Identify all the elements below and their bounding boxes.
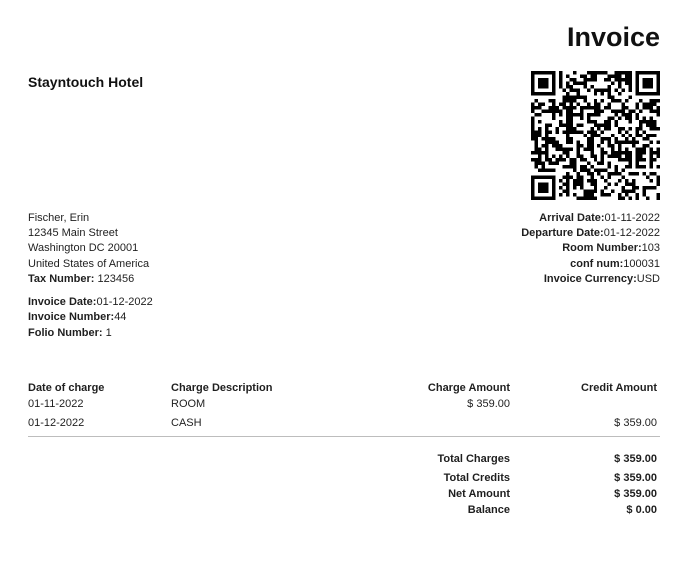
guest-city: Washington DC 20001 <box>28 242 139 255</box>
invoice-meta-block <box>28 295 153 341</box>
total-credits-value: $ 359.00 <box>614 472 657 484</box>
guest-street: 12345 Main Street <box>28 227 118 240</box>
balance-label: Balance <box>467 504 510 516</box>
arrival-date-value: 01-11-2022 <box>604 212 660 224</box>
row-2-date: 01-12-2022 <box>28 417 85 429</box>
invoice-date-label: Invoice Date: <box>28 296 97 308</box>
row-1-description: ROOM <box>171 398 206 410</box>
total-credits-label: Total Credits <box>443 472 510 484</box>
room-number-label: Room Number: <box>562 242 642 255</box>
row-1-charge-amount: $ 359.00 <box>467 398 510 410</box>
confirmation-number-label: conf num: <box>570 257 624 270</box>
row-2-description: CASH <box>171 417 202 429</box>
invoice-number-label: Invoice Number: <box>28 311 115 324</box>
invoice-number-value: 44 <box>114 311 127 324</box>
total-charges-value: $ 359.00 <box>614 453 657 465</box>
guest-address-block <box>28 211 149 287</box>
invoice-title: Invoice <box>566 22 660 52</box>
stay-details-block <box>521 211 660 287</box>
column-header-date: Date of charge <box>28 382 105 394</box>
departure-date-value: 01-12-2022 <box>603 227 660 240</box>
guest-tax-number <box>28 272 149 287</box>
tax-number-value: 123456 <box>97 272 135 285</box>
total-charges-label: Total Charges <box>437 453 510 465</box>
folio-number-value: 1 <box>105 326 112 339</box>
net-amount-value: $ 359.00 <box>614 488 657 500</box>
confirmation-number <box>521 257 660 272</box>
column-header-charge-amount: Charge Amount <box>427 382 510 394</box>
tax-number-label: Tax Number: <box>28 272 95 285</box>
balance-value: $ 0.00 <box>626 504 657 516</box>
guest-name: Fischer, Erin <box>28 212 90 224</box>
folio-number-label: Folio Number: <box>28 326 103 339</box>
hotel-name: Stayntouch Hotel <box>28 74 144 90</box>
arrival-date-label: Arrival Date: <box>539 212 605 224</box>
invoice-date <box>28 295 153 310</box>
departure-date-label: Departure Date: <box>521 227 604 240</box>
net-amount-label: Net Amount <box>448 488 510 500</box>
arrival-date <box>521 211 660 226</box>
invoice-currency-value: USD <box>636 272 660 285</box>
departure-date <box>521 226 660 241</box>
column-header-credit-amount: Credit Amount <box>581 382 657 394</box>
invoice-number <box>28 310 153 325</box>
guest-country: United States of America <box>28 257 150 270</box>
row-2-credit-amount: $ 359.00 <box>614 417 657 429</box>
table-divider <box>28 436 660 437</box>
confirmation-number-value: 100031 <box>623 257 660 270</box>
row-1-date: 01-11-2022 <box>28 398 84 410</box>
invoice-currency <box>521 272 660 287</box>
qr-code-icon <box>531 71 660 200</box>
room-number <box>521 241 660 256</box>
column-header-description: Charge Description <box>171 382 273 394</box>
invoice-currency-label: Invoice Currency: <box>543 272 637 285</box>
invoice-date-value: 01-12-2022 <box>96 296 153 308</box>
folio-number <box>28 326 153 341</box>
room-number-value: 103 <box>641 242 660 255</box>
